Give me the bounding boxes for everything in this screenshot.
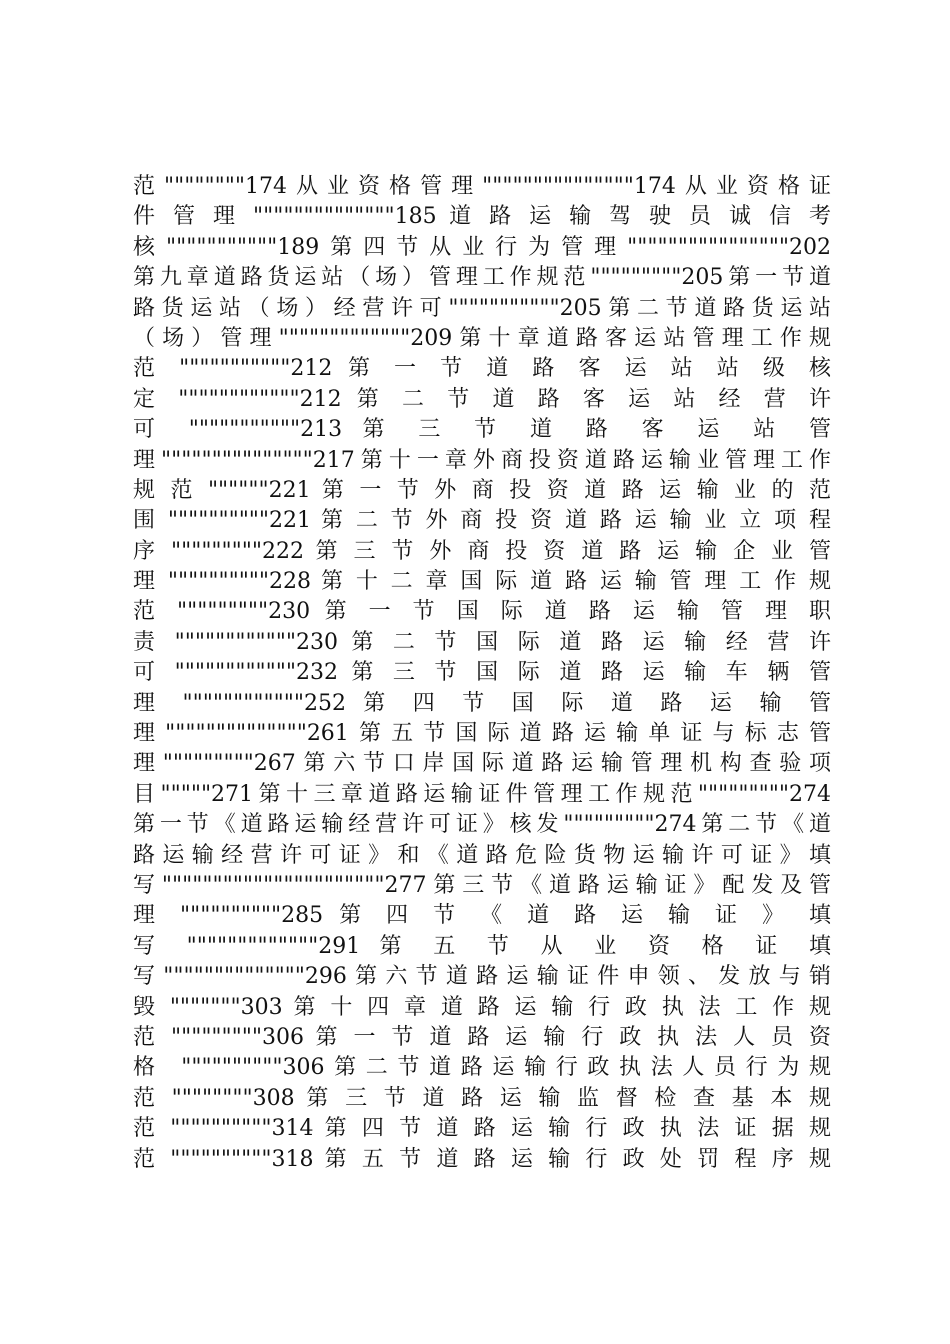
toc-line: 范 """"""""""318 第 五 节 道 路 运 输 行 政 处 罚 程 序 规 <box>133 1146 831 1172</box>
toc-line: 围 """"""""""221 第 二 节 外 商 投 资 道 路 运 输 业 立 项 程 <box>133 508 831 534</box>
toc-line: 理"""""""""""""""217第十一章外商投资道路运输业管理工作 <box>133 447 831 473</box>
toc-line: 目"""""271第十三章道路运输证件管理工作规范"""""""""274 <box>133 781 831 807</box>
toc-line: 第九章道路货运站（场）管理工作规范"""""""""205第一节道 <box>133 265 831 291</box>
toc-line: 范 """""""""306 第 一 节 道 路 运 输 行 政 执 法 人 员 资 <box>133 1024 831 1050</box>
toc-line: 毁 """""""303 第 十 四 章 道 路 运 输 行 政 执 法 工 作 规 <box>133 994 831 1020</box>
toc-line: 范""""""""174从业资格管理"""""""""""""""174从业资格证 <box>133 174 831 199</box>
toc-line: （场）管理"""""""""""""209第十章道路客运站管理工作规 <box>133 325 831 351</box>
toc-line: 定 """"""""""""212 第 二 节 道 路 客 运 站 经 营 许 <box>133 386 831 412</box>
toc-line: 写 """""""""""""291 第 五 节 从 业 资 格 证 填 <box>133 933 831 959</box>
toc-line: 格 """"""""""306第二节道路运输行政执法人员行为规 <box>133 1055 831 1081</box>
toc-line: 规 范 """"""221 第 一 节 外 商 投 资 道 路 运 输 业 的 范 <box>133 477 831 503</box>
toc-line: 责 """"""""""""230 第 二 节 国 际 道 路 运 输 经 营 许 <box>133 629 831 655</box>
toc-line: 写""""""""""""""296第六节道路运输证件申领、发放与销 <box>133 964 831 990</box>
toc-line: 范 """""""""""212 第 一 节 道 路 客 运 站 站 级 核 <box>133 356 831 382</box>
toc-line: 范 """"""""308 第 三 节 道 路 运 输 监 督 检 查 基 本 规 <box>133 1085 831 1111</box>
toc-line: 写""""""""""""""""""""""277第三节《道路运输证》配发及管 <box>133 872 831 898</box>
toc-line: 核"""""""""""189第四节从业行为管理""""""""""""""""202 <box>133 234 831 260</box>
toc-line: 可 """""""""""213 第 三 节 道 路 客 运 站 管 <box>133 417 831 443</box>
toc-line: 理""""""""""""""261第五节国际道路运输单证与标志管 <box>133 721 831 747</box>
toc-line: 范 """""""""230 第 一 节 国 际 道 路 运 输 管 理 职 <box>133 599 831 625</box>
table-of-contents-text <box>133 172 831 1175</box>
toc-line: 理 """"""""""285 第 四 节 《 道 路 运 输 证 》 填 <box>133 903 831 929</box>
toc-line: 理 """"""""""228 第 十 二 章 国 际 道 路 运 输 管 理 工 作 规 <box>133 569 831 595</box>
toc-line: 序 """""""""222 第 三 节 外 商 投 资 道 路 运 输 企 业 管 <box>133 538 831 564</box>
toc-line: 范 """"""""""314 第 四 节 道 路 运 输 行 政 执 法 证 据 规 <box>133 1116 831 1142</box>
toc-line: 路货运站（场）经营许可"""""""""""205第二节道路货运站 <box>133 295 831 321</box>
toc-line: 理"""""""""267第六节口岸国际道路运输管理机构查验项 <box>133 751 831 777</box>
toc-line: 第一节《道路运输经营许可证》核发"""""""""274第二节《道 <box>133 812 831 838</box>
toc-line: 件 管 理 """"""""""""""185 道 路 运 输 驾 驶 员 诚 信 考 <box>133 204 831 230</box>
toc-line: 理 """"""""""""252 第 四 节 国 际 道 路 运 输 管 <box>133 690 831 716</box>
toc-line: 可 """"""""""""232 第 三 节 国 际 道 路 运 输 车 辆 管 <box>133 660 831 686</box>
toc-line: 路运输经营许可证》和《道路危险货物运输许可证》填 <box>133 842 831 868</box>
